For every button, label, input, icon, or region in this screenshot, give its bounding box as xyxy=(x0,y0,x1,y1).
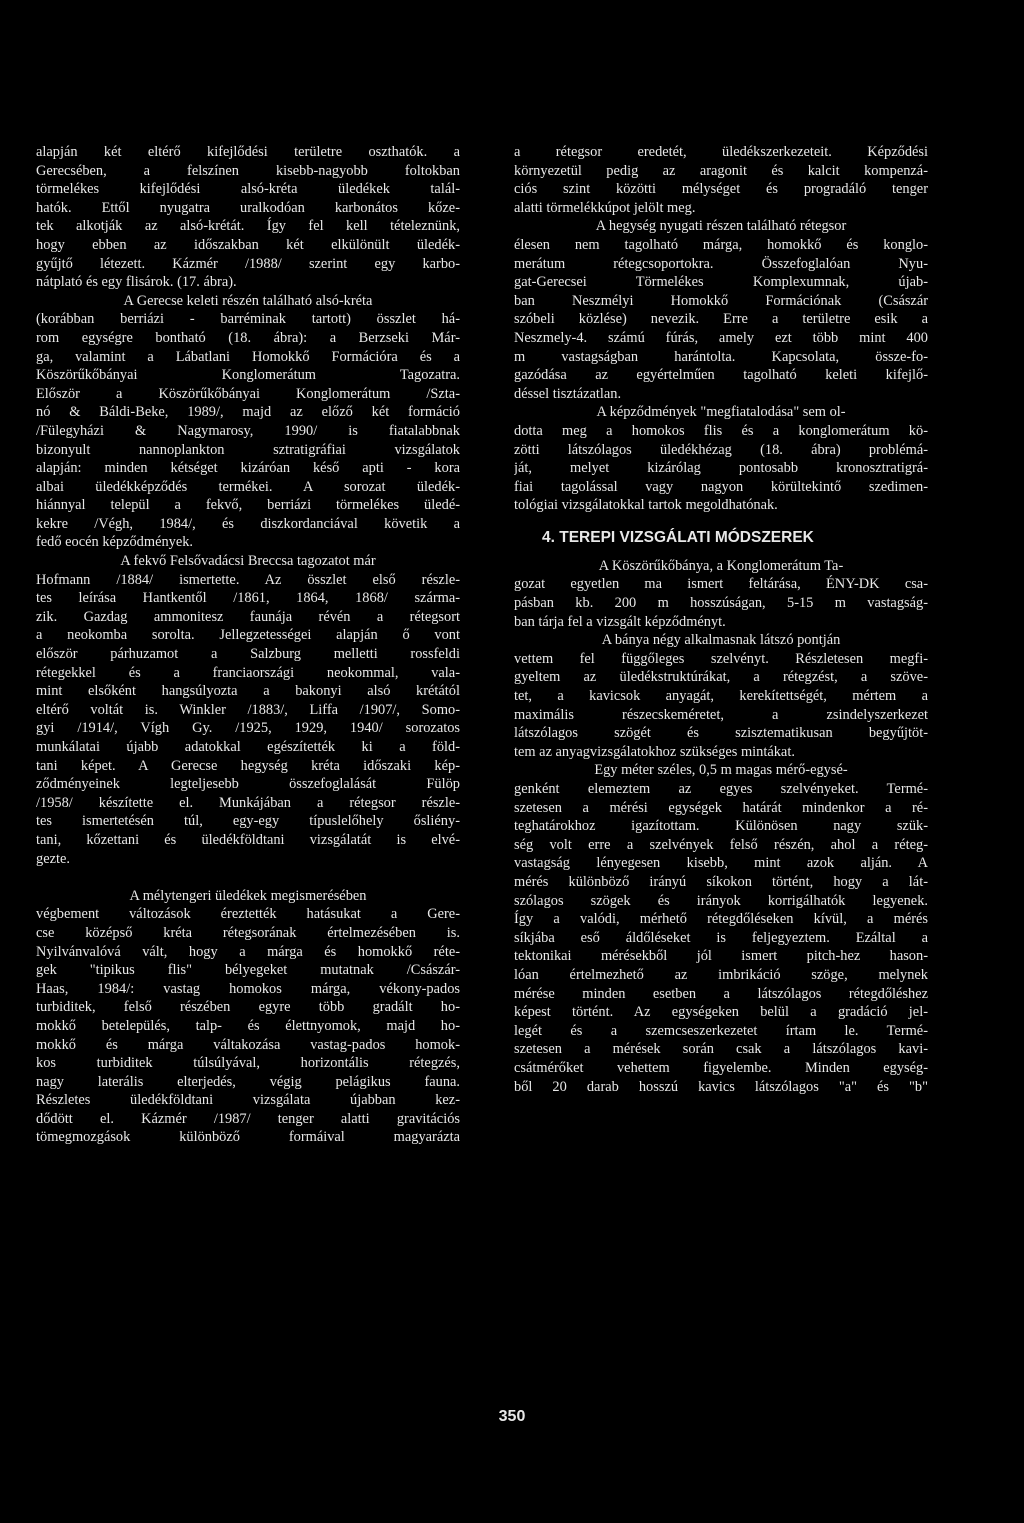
text-line: mokkő betelepülés, talp- és élettnyomok, majd ho- xyxy=(36,1017,460,1034)
text-line: /Fülegyházi & Nagymarosy, 1990/ is fiatalabbnak xyxy=(36,422,460,439)
text-line: pásban kb. 200 m hosszúságan, 5-15 m vastagság- xyxy=(514,595,928,612)
paragraph-gap xyxy=(36,868,460,887)
text-line: ban tárja fel a vizsgált képződményt. xyxy=(514,613,726,630)
text-line: zötti látszólagos üledékhézag (18. ábra) problémá- xyxy=(514,441,928,458)
text-line: környezetül pedig az aragonit és kalcit kompenzá- xyxy=(514,162,928,179)
text-line: alatti törmelékkúpot jelölt meg. xyxy=(514,199,696,216)
text-line: turbiditek, felső részében egyre több gradált ho- xyxy=(36,999,460,1016)
text-line: bizonyult nannoplankton sztratigráfiai vizsgálatok xyxy=(36,441,460,458)
text-line: kos turbiditek túlsúlyával, horizontális rétegzés, xyxy=(36,1055,460,1072)
text-line: dotta meg a homokos flis és a konglomerátum kö- xyxy=(514,422,928,439)
text-line: gazódása az egyértelműen tagolható keleti kifejlő- xyxy=(514,367,928,384)
text-line: szólagos szögek és irányok korrigálhatók legyenek. xyxy=(514,892,928,909)
text-line: merátum rétegcsoportokra. Összefoglalóan Nyu- xyxy=(514,255,928,272)
text-line: tológiai vizsgálatokkal tartok megoldhatónak. xyxy=(514,497,778,514)
text-line: ban Neszmélyi Homokkő Formációnak (Császár xyxy=(514,292,928,309)
text-line: ből 20 darab hosszú kavics látszólagos "a" és "b" xyxy=(514,1078,928,1095)
page-number: 350 xyxy=(498,1408,526,1425)
text-line: genként elemeztem az egyes szelvényeket. Termé- xyxy=(514,781,928,797)
text-line: tes ismertetésén túl, egy-egy típuslelőhely ősliény- xyxy=(36,813,460,830)
text-line: rétegekkel és a franciaországi neokommal, vala- xyxy=(36,664,460,681)
text-line: törmelékes kifejlődési alsó-kréta üledékek talál- xyxy=(36,181,460,198)
text-line: A fekvő Felsővadácsi Breccsa tagozatot már xyxy=(120,553,376,570)
text-line: először párhuzamot a Salzburg melletti rossfeldi xyxy=(36,646,460,663)
text-line: A Köszörűkőbánya, a Konglomerátum Ta- xyxy=(598,557,844,574)
text-line: gek "tipikus flis" bélyegeket mutatnak /Császár- xyxy=(36,962,460,979)
text-line: tani képet. A Gerecse hegység kréta időszaki kép- xyxy=(36,757,460,774)
text-line: képest történt. Az egységeken belül a gradáció jel- xyxy=(514,1004,928,1021)
text-line: síkjába eső áldőléseket is feljegyeztem. Ezáltal a xyxy=(514,929,928,946)
text-line: Egy méter széles, 0,5 m magas mérő-egysé- xyxy=(594,762,848,779)
left-column xyxy=(36,143,460,1147)
text-line: déssel tisztázatlan. xyxy=(514,385,622,402)
text-line: fiai tagolással vagy nagyon körültekintő szedimen- xyxy=(514,478,928,495)
text-line: a neokomba sorolta. Jellegzetességei alapján ő vont xyxy=(36,627,460,644)
text-line: tem az anyagvizsgálatokhoz szükséges mintákat. xyxy=(514,743,795,760)
text-line: /1958/ készítette el. Munkájában a rétegsor részle- xyxy=(36,794,460,811)
text-line: gyi /1914/, Vígh Gy. /1925, 1929, 1940/ sorozatos xyxy=(36,720,460,737)
text-line: A Gerecse keleti részén található alsó-kréta xyxy=(123,292,373,309)
text-line: ződményeinek legteljesebb összefoglalását Fülöp xyxy=(36,776,460,793)
text-line: Így a valódi, mérhető rétegdőléseken kívül, a mérés xyxy=(514,911,928,928)
text-line: tek alkotják az alsó-krétát. Így fel kell tételeznünk, xyxy=(36,218,460,235)
text-line: Köszörűkőbányai Konglomerátum Tagozatra. xyxy=(36,367,460,384)
text-line: szetesen a mérési egységek határát mindenkor a ré- xyxy=(514,799,928,816)
right-column xyxy=(514,143,928,1096)
text-line: nó & Báldi-Beke, 1989/, majd az előző két formáció xyxy=(36,404,460,421)
text-line: nagy laterális elterjedés, végig pelágikus fauna. xyxy=(36,1073,460,1090)
text-line: hatók. Ettől nyugatra uralkodóan karbonátos kőze- xyxy=(36,199,460,216)
text-line: gyűjtő létezett. Kázmér /1988/ szerint egy karbo- xyxy=(36,255,460,272)
text-line: hogy ebben az időszakban két elkülönült üledék- xyxy=(36,236,460,253)
text-line: legét és a szemcseszerkezetet írtam le. Termé- xyxy=(514,1022,928,1039)
text-line: mokkő és márga váltakozása vastag-pados homok- xyxy=(36,1036,460,1053)
text-line: tani, kőzettani és üledékföldtani vizsgálatát is elvé- xyxy=(36,831,460,848)
text-line: gat-Gerecsei Törmelékes Komplexumnak, újab- xyxy=(514,274,928,291)
text-line: Először a Köszörűkőbányai Konglomerátum /Szta- xyxy=(36,385,460,402)
text-line: látszólagos szögét és szisztematikusan begyűjtöt- xyxy=(514,725,928,742)
text-line: mérés különböző irányú síkokon történt, hogy a lát- xyxy=(514,873,928,890)
text-line: gyeltem az üledékstruktúrákat, a rétegzést, a szöve- xyxy=(514,669,928,686)
text-line: (korábban berriázi - barréminak tartott) összlet há- xyxy=(36,311,460,328)
text-line: gezte. xyxy=(36,850,70,867)
text-line: tes leírása Hantkentől /1861, 1864, 1868/ szárma- xyxy=(36,590,460,607)
text-line: Részletes üledékföldtani vizsgálata újabban kez- xyxy=(36,1092,460,1109)
text-line: A bánya négy alkalmasnak látszó pontján xyxy=(601,632,841,649)
text-line: mint elsőként hangsúlyozta a bakonyi alsó krétától xyxy=(36,683,460,700)
text-line: ciós szint közötti mélységet és progradáló tenger xyxy=(514,181,928,198)
right-column-top-text xyxy=(514,143,928,515)
text-line: m vastagságban harántolta. Kapcsolata, össze-fo- xyxy=(514,348,928,365)
text-line: Haas, 1984/: vastag homokos márga, vékony-pados xyxy=(36,980,460,997)
text-line: mérése minden esetben a látszólagos rétegdőléshez xyxy=(514,985,928,1002)
text-line: teghatárokhoz igazítottam. Különösen nagy szük- xyxy=(514,818,928,835)
text-line: Hofmann /1884/ ismertette. Az összlet első részle- xyxy=(36,571,460,588)
text-line: a rétegsor eredetét, üledékszerkezeteit. Képződési xyxy=(514,144,928,160)
text-line: tet, a kavicsok anyagát, kerekítettségét, mértem a xyxy=(514,688,928,705)
text-line: A képződmények "megfiatalodása" sem ol- xyxy=(596,404,846,421)
text-line: szóbeli közlése) nevezik. Erre a területre esik a xyxy=(514,311,928,328)
text-line: szetesen a mérések során csak a látszólagos kavi- xyxy=(514,1041,928,1058)
text-line: cse középső kréta rétegsorának értelmezésében is. xyxy=(36,924,460,941)
text-line: tömegmozgások különböző formáival magyarázta xyxy=(36,1129,460,1146)
text-line: gozat egyetlen ma ismert feltárása, ÉNY-DK csa- xyxy=(514,576,928,593)
text-line: élesen nem tagolható márga, homokkő és konglo- xyxy=(514,236,928,253)
text-line: dődött el. Kázmér /1987/ tenger alatti gravitációs xyxy=(36,1110,460,1127)
text-line: Neszmely-4. számú fúrás, amely ezt több mint 400 xyxy=(514,329,928,346)
text-line: maximális részecskeméretet, a zsindelyszerkezet xyxy=(514,706,928,723)
text-line: A hegység nyugati részen található rétegsor xyxy=(595,218,847,235)
text-line: zik. Gazdag ammonitesz faunája révén a rétegsort xyxy=(36,608,460,625)
text-line: nátplató és egy flisárok. (17. ábra). xyxy=(36,274,237,291)
text-line: tektonikai mérésekből jól ismert pitch-hez hason- xyxy=(514,948,928,965)
text-line: Nyilvánvalóvá vált, hogy a márga és homokkő réte- xyxy=(36,943,460,960)
text-line: hiánnyal települ a fekvő, berriázi törmelékes üledé- xyxy=(36,497,460,514)
text-line: eltérő voltát is. Winkler /1883/, Liffa /1907/, Somo- xyxy=(36,701,460,718)
text-line: ga, valamint a Lábatlani Homokkő Formációra és a xyxy=(36,348,460,365)
text-line: rom egységre bontható (18. ábra): a Berzseki Már- xyxy=(36,329,460,346)
text-line: vastagság lényegesen kisebb, mint azok alján. A xyxy=(514,855,928,872)
text-line: A mélytengeri üledékek megismerésében xyxy=(129,887,367,904)
text-line: lóan értelmezhető az imbrikáció szöge, melynek xyxy=(514,966,928,983)
text-line: alapján: minden kétséget kizáróan késő apti - kora xyxy=(36,460,460,477)
text-line: végbement változások éreztették hatásukat a Gere- xyxy=(36,906,460,923)
text-line: fedő eocén képződmények. xyxy=(36,534,194,551)
text-line: ség volt erre a szelvények felső részén, ahol a réteg- xyxy=(514,836,928,853)
text-line: alapján két eltérő kifejlődési területre oszthatók. a xyxy=(36,144,460,160)
text-line: Gerecsében, a felszínen kisebb-nagyobb foltokban xyxy=(36,162,460,179)
text-line: kekre /Végh, 1984/, és diszkordanciával követik a xyxy=(36,515,460,532)
text-line: vettem fel függőleges szelvényt. Részletesen megfi- xyxy=(514,650,928,667)
text-line: csátmérőket vehettem figyelembe. Minden egység- xyxy=(514,1059,928,1076)
text-line: albai üledékképződés termékei. A sorozat üledék- xyxy=(36,478,460,495)
text-line: ját, melyet kizárólag pontosabb kronosztratigrá- xyxy=(514,460,928,477)
section-heading: 4. TEREPI VIZSGÁLATI MÓDSZEREK xyxy=(542,528,814,546)
text-line: munkálatai újabb adatokkal egészítették ki a föld- xyxy=(36,739,460,755)
right-column-bottom-text xyxy=(514,557,928,1096)
